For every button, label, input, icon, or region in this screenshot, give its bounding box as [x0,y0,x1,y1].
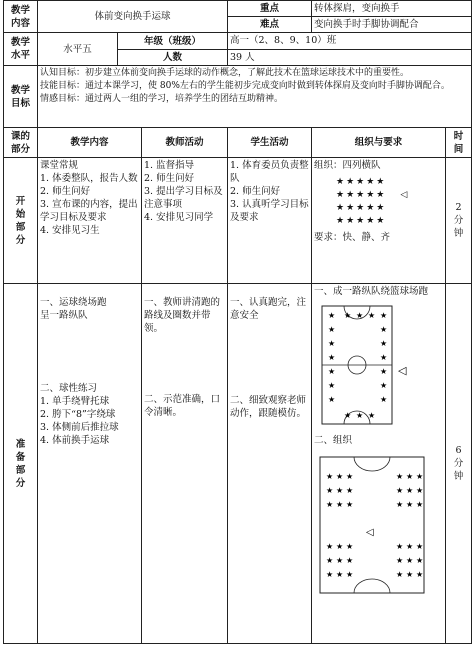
grade-label: 年级（班级） [118,33,228,50]
focus-value: 转体探肩，变向换手 [312,1,472,17]
prep-student-b: 二、细致观察老师动作，跟随模仿。 [230,395,307,419]
count-value: 39 人 [228,50,472,66]
star-icon: ★ [346,570,354,579]
start-org [312,158,446,284]
goals-label: 教学 目标 [4,66,38,128]
star-icon: ★★★★★ [336,177,387,187]
level-value: 水平五 [38,33,118,66]
prep-content-a: 一、运球绕场跑 呈一路纵队 [40,297,107,321]
col-org: 组织与要求 [312,128,446,158]
goals-text: 认知目标：初步建立体前变向换手运球的动作概念，了解此技术在篮球运球技术中的重要性。 技能目标：通过本课学习，使 80%左右的学生能初步完成变向时做到转体探肩及变向时手脚协调配合。 情感目标：通过两人一组的学习，培养学生的团结互助精神。 [38,66,472,128]
lesson-plan-page [3,0,471,656]
star-icon: ★ [406,570,414,579]
star-icon: ★ [416,556,424,565]
star-icon: ★ [336,500,344,509]
prep-org-b: 二、组织 [314,435,353,446]
star-icon: ★ [380,367,388,376]
star-icon: ★ [396,556,404,565]
prep-content [38,284,142,644]
star-icon: ★ [326,542,334,551]
star-icon: ★ [380,353,388,362]
teacher-triangle-icon: ◁ [400,190,408,200]
start-part-label: 开 始 部 分 [4,158,38,284]
col-student: 学生活动 [228,128,312,158]
star-icon: ★ [326,570,334,579]
col-teacher: 教师活动 [142,128,228,158]
star-icon: ★ [328,381,336,390]
star-icon: ★ [344,311,352,320]
star-icon: ★ [336,542,344,551]
star-icon: ★ [416,486,424,495]
formation-row [336,189,443,202]
start-org-title: 组织：四列横队 [314,160,381,171]
star-icon: ★ [416,542,424,551]
court-diagram-drills [314,449,442,599]
difficulty-value: 变向换手时手脚协调配合 [312,17,472,33]
star-icon: ★ [346,472,354,481]
teacher-triangle-icon: ◁ [398,364,407,377]
star-icon: ★ [326,486,334,495]
star-icon: ★★★★★ [336,216,387,226]
star-icon: ★ [406,542,414,551]
difficulty-label: 难点 [228,17,312,33]
star-icon: ★ [346,542,354,551]
start-student: 1. 体育委员负责整队 2. 师生问好 3. 认真听学习目标及要求 [228,158,312,284]
star-icon: ★ [356,311,364,320]
prep-org-a: 一、成一路纵队绕篮球场跑 [314,286,429,297]
star-icon: ★★★★★ [336,203,387,213]
start-teacher: 1. 监督指导 2. 师生问好 3. 提出学习目标及注意事项 4. 安排见习同学 [142,158,228,284]
star-icon: ★ [406,556,414,565]
level-label: 教学 水平 [4,33,38,66]
star-icon: ★ [406,500,414,509]
star-icon: ★ [396,472,404,481]
start-content: 课堂常规 1. 体委整队，报告人数 2. 师生问好 3. 宣布课的内容，提出学习目标及要求 4. 安排见习生 [38,158,142,284]
star-icon: ★★★★★ [336,190,387,200]
formation-four-rows [336,176,443,228]
content-value: 体前变向换手运球 [38,1,228,33]
star-icon: ★ [396,486,404,495]
star-icon: ★ [328,325,336,334]
col-time: 时 间 [446,128,472,158]
prep-student [228,284,312,644]
star-icon: ★ [328,339,336,348]
star-icon: ★ [416,500,424,509]
star-icon: ★ [396,500,404,509]
star-icon: ★ [336,486,344,495]
focus-label: 重点 [228,1,312,17]
prep-teacher-b: 二、示范准确，口令清晰。 [144,394,221,418]
star-icon: ★ [406,472,414,481]
star-icon: ★ [328,353,336,362]
star-icon: ★ [328,311,336,320]
star-icon: ★ [336,472,344,481]
drill-stars [326,472,423,579]
star-icon: ★ [326,472,334,481]
star-icon: ★ [396,570,404,579]
star-icon: ★ [416,472,424,481]
court-diagram-running [314,300,442,430]
start-time: 2 分 钟 [446,158,472,284]
star-icon: ★ [380,311,388,320]
star-icon: ★ [344,411,352,420]
formation-row [336,176,443,189]
star-icon: ★ [346,500,354,509]
grade-value: 高一（2、8、9、10）班 [228,33,472,50]
prep-teacher [142,284,228,644]
running-stars [328,311,387,420]
court-arc-bottom [354,579,390,593]
prep-content-b: 二、球性练习 1. 单手绕臂托球 2. 胯下“8”字绕球 3. 体侧前后推拉球 4. 体前换手运球 [40,383,119,446]
star-icon: ★ [416,570,424,579]
star-icon: ★ [396,542,404,551]
prep-student-a: 一、认真跑完，注意安全 [230,297,307,321]
star-icon: ★ [326,556,334,565]
prep-org [312,284,446,644]
star-icon: ★ [368,311,376,320]
formation-row [336,202,443,215]
content-label: 教学 内容 [4,1,38,33]
prep-teacher-a: 一、教师讲清跑的路线及圈数并带领。 [144,297,221,334]
col-content: 教学内容 [38,128,142,158]
lesson-plan-table [3,0,472,644]
star-icon: ★ [368,411,376,420]
star-icon: ★ [406,486,414,495]
star-icon: ★ [326,500,334,509]
star-icon: ★ [380,339,388,348]
teacher-triangle-icon: ◁ [366,527,374,538]
star-icon: ★ [336,556,344,565]
star-icon: ★ [328,395,336,404]
count-label: 人数 [118,50,228,66]
prep-time: 6 分 钟 [446,284,472,644]
star-icon: ★ [380,395,388,404]
col-part: 课的 部分 [4,128,38,158]
star-icon: ★ [380,325,388,334]
prep-part-label: 准 备 部 分 [4,284,38,644]
formation-row [336,215,443,228]
court-arc-top [354,457,390,471]
star-icon: ★ [346,486,354,495]
star-icon: ★ [336,570,344,579]
star-icon: ★ [346,556,354,565]
start-org-footer: 要求：快、静、齐 [314,232,391,243]
star-icon: ★ [328,367,336,376]
star-icon: ★ [356,411,364,420]
star-icon: ★ [380,381,388,390]
